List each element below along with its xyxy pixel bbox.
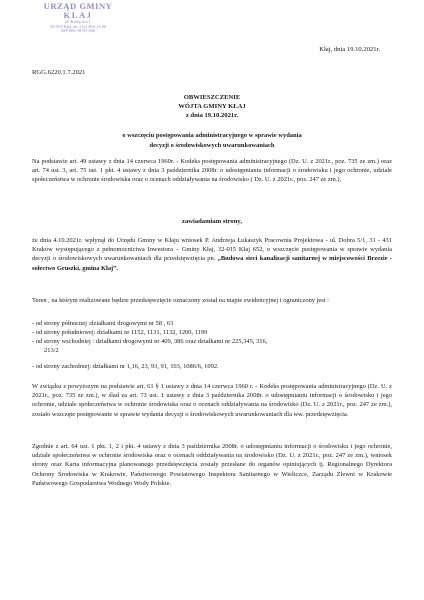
reference-number: RGG.6220.1.7.2021 xyxy=(32,69,86,76)
document-issuer: WÓJTA GMINY KŁAJ xyxy=(178,103,246,110)
boundary-west: - od strony zachodniej: działkami nr 1,16, 23, 93, 91, 103, 1086/6, 1092. xyxy=(32,363,219,370)
boundary-north: - od strony północnej :działkami drogowymi nr 58 , 63 xyxy=(32,320,174,327)
document-date: z dnia 19.10.2021r. xyxy=(185,112,239,119)
boundary-south: - od strony południowej: działkami nr 1152, 1131, 1132, 1200, 1199 xyxy=(32,329,208,336)
place-and-date: Kłaj, dnia 19.10.2021r. xyxy=(319,46,380,53)
application-text: że dnia 4.10.2021r. wpłynął do Urzędu Gminy w Kłaju wniosek P. Andrzeja Łukaszyk Pracownia Projektowa - ul. Dobra 5/1, 31 - 431 Kraków występującego z pełnomocnictwa Inwestora – Gminy Kłaj, 32-015 Kłaj 652, o wszczęcie postępowania w sprawie wydania decyzji o środowiskowych uwarunkowaniach dla przedsięwzięcia pn. xyxy=(32,237,392,263)
subject-line-1: o wszczęciu postępowania administracyjnego w sprawie wydania xyxy=(122,132,302,139)
stamp-municipality: KLAJ xyxy=(63,10,93,21)
stamp-office-name: URZĄD GMINY xyxy=(43,1,113,11)
announcement-heading: zawiadamiam strony, xyxy=(182,218,242,225)
legal-basis-paragraph: Na podstawie art. 49 ustawy z dnia 14 czerwca 1960r. - Kodeks postępowania administracyjnego (Dz. U. z 2021r., poz. 735 ze zm.) oraz art. 74 ust. 3, art. 75 ust. 1 pkt. 4 ustawy z dnia 3 października 2008r. o udostępnianiu informacji o środowisku i jego ochronie, udziale społeczeństwa w ochronie środowiska oraz o ocenach oddziaływania na środowisko ( Dz. U. z 2021r., poz. 247 ze zm.), xyxy=(32,158,392,184)
boundary-east-continued: 213/2 xyxy=(44,347,59,354)
stamp-contact: 32-015 Kłaj, tel. (12) 284-11-00 xyxy=(49,23,107,29)
document-title: OBWIESZCZENIE xyxy=(183,94,241,101)
project-name: „Budowa sieci kanalizacji sanitarnej w miejscowości Brzezie - sołectwo Gruszki, gmina Kłaj”. xyxy=(32,255,393,272)
boundary-east: - od strony wschodniej : działkami drogowymi nr 409, 386 oraz działkami nr 225,345, 316, xyxy=(32,338,268,345)
application-paragraph xyxy=(32,236,392,273)
stamp-address: ul. Kolejowa 1 xyxy=(65,19,91,25)
document-subject xyxy=(40,131,384,151)
area-paragraph: Teren , na którym realizowane będzie przedsięwzięcie oznaczony został na mapie ewidencyjnej i ograniczony jest : xyxy=(32,297,329,304)
office-stamp xyxy=(28,2,128,34)
consultation-paragraph: Zgodnie z art. 64 ust. 1 pkt. 1, 2 i pkt. 4 ustawy z dnia 3 października 2008r. o udostępnianiu informacji o środowisku i jego ochronie, udziale społeczeństwa w ochronie środowiska oraz o ocenach oddziaływania na środowisko (Dz. U. z 2021r., poz. 247 ze zm.), wniosek strony oraz Karta informacyjna planowanego przedsięwzięcia zostały przesłane do organów opiniujących tj. Regionalnego Dyrektora Ochrony Środowiska w Krakowie, Państwowego Powiatowego Inspektora Sanitarnego w Wieliczce, Zarządu Zlewni w Krakowie Państwowego Gospodarstwa Wodnego Wody Polskie. xyxy=(32,443,392,487)
stamp-tax-id: NIP 683-18-91-046 xyxy=(60,28,96,34)
proceedings-paragraph: W związku z powyższym na podstawie art. 61 § 1 ustawy z dnia 14 czerwca 1960 r. - Kodeks postępowania administracyjnego (Dz. U. z 2021r., poz. 735 ze zm.), w ślad za art. 73 ust. 1 ustawy z dnia 3 października 2008r. o udostępnianiu informacji o środowisku i jego ochronie, udziale społeczeństwa w ochronie środowiska oraz o ocenach oddziaływania na środowisko (Dz. U. z 2021r., poz. 247 ze zm.), zostało wszczęte postępowanie w sprawie wydania decyzji o środowiskowych uwarunkowaniach dla ww. przedsięwzięcia. xyxy=(32,383,392,418)
subject-line-2: decyzji o środowiskowych uwarunkowaniach xyxy=(149,142,275,149)
